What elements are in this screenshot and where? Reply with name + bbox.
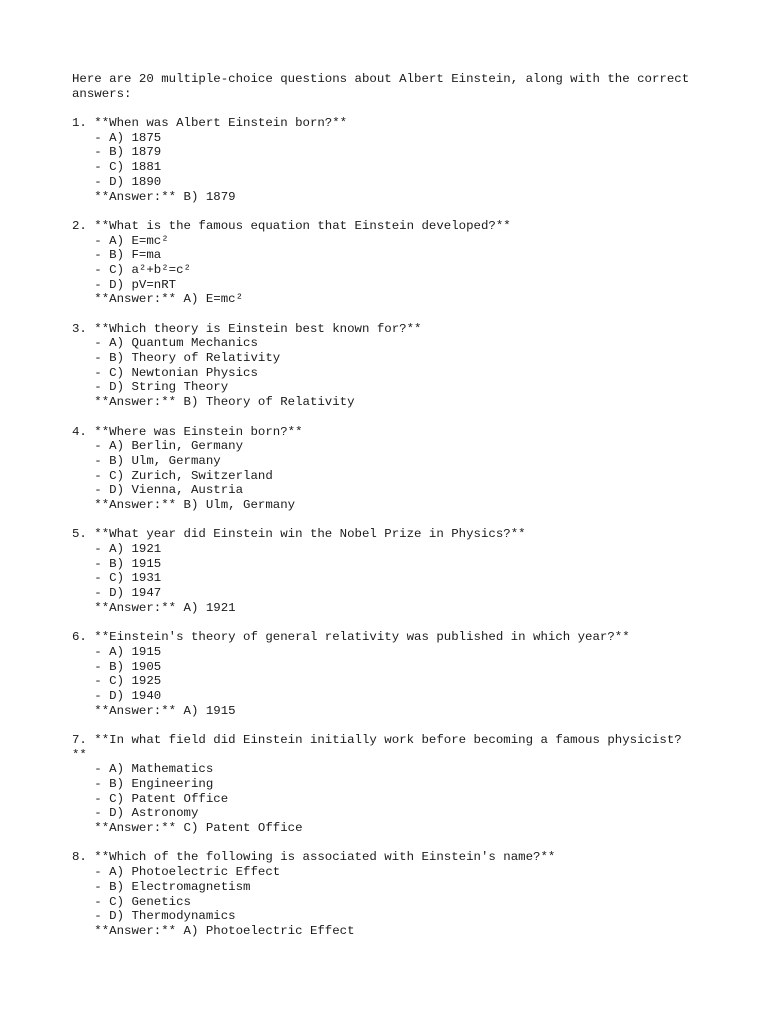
intro-line: Here are 20 multiple-choice questions about Albert Einstein, along with the correct bbox=[72, 72, 690, 86]
question-block bbox=[72, 322, 712, 410]
paragraph-gap bbox=[72, 836, 712, 851]
option-c: - C) Zurich, Switzerland bbox=[72, 468, 273, 483]
question-block bbox=[72, 527, 712, 615]
document-page bbox=[72, 72, 712, 939]
answer-line: **Answer:** A) E=mc² bbox=[72, 292, 244, 307]
option-c: - C) 1881 bbox=[72, 160, 162, 175]
option-c: - C) Patent Office bbox=[72, 791, 229, 806]
answer-line: **Answer:** A) 1921 bbox=[72, 600, 236, 615]
answer-line: **Answer:** B) Theory of Relativity bbox=[72, 395, 355, 410]
question-block bbox=[72, 219, 712, 307]
option-a: - A) 1921 bbox=[72, 542, 162, 556]
question-text: 5. **What year did Einstein win the Nobel Prize in Physics?** bbox=[72, 527, 526, 542]
option-d: - D) Vienna, Austria bbox=[72, 483, 244, 498]
question-text: 2. **What is the famous equation that Einstein developed?** bbox=[72, 218, 511, 233]
paragraph-gap bbox=[72, 204, 712, 219]
paragraph-gap bbox=[72, 307, 712, 322]
option-a: - A) 1875 bbox=[72, 130, 162, 145]
option-d: - D) 1890 bbox=[72, 174, 162, 189]
option-c: - C) 1925 bbox=[72, 674, 162, 689]
paragraph-gap bbox=[72, 410, 712, 425]
option-b: - B) 1915 bbox=[72, 556, 162, 571]
answer-line: **Answer:** A) 1915 bbox=[72, 703, 236, 718]
question-text: 8. **Which of the following is associated with Einstein's name?** bbox=[72, 850, 556, 865]
option-a: - A) Photoelectric Effect bbox=[72, 865, 281, 880]
option-a: - A) Quantum Mechanics bbox=[72, 336, 258, 351]
question-block bbox=[72, 733, 712, 836]
answer-line: **Answer:** B) 1879 bbox=[72, 189, 236, 204]
answer-line: **Answer:** B) Ulm, Germany bbox=[72, 497, 296, 512]
option-a: - A) E=mc² bbox=[72, 233, 169, 248]
option-b: - B) 1879 bbox=[72, 145, 162, 160]
question-block bbox=[72, 850, 712, 938]
intro-line: answers: bbox=[72, 86, 132, 101]
option-d: - D) 1940 bbox=[72, 688, 162, 703]
option-d: - D) 1947 bbox=[72, 586, 162, 601]
paragraph-gap bbox=[72, 101, 712, 116]
option-a: - A) Berlin, Germany bbox=[72, 439, 244, 454]
option-b: - B) 1905 bbox=[72, 659, 162, 674]
option-c: - C) a²+b²=c² bbox=[72, 262, 191, 277]
paragraph-gap bbox=[72, 718, 712, 733]
intro-paragraph bbox=[72, 72, 712, 101]
option-a: - A) Mathematics bbox=[72, 762, 214, 777]
question-text-continued: ** bbox=[72, 747, 87, 762]
option-d: - D) pV=nRT bbox=[72, 277, 177, 292]
option-b: - B) Theory of Relativity bbox=[72, 351, 281, 366]
option-d: - D) Thermodynamics bbox=[72, 909, 236, 924]
option-b: - B) F=ma bbox=[72, 248, 162, 263]
question-block bbox=[72, 630, 712, 718]
question-text: 6. **Einstein's theory of general relativity was published in which year?** bbox=[72, 630, 630, 645]
option-d: - D) Astronomy bbox=[72, 806, 199, 821]
option-d: - D) String Theory bbox=[72, 380, 229, 395]
question-text: 7. **In what field did Einstein initially work before becoming a famous physicist? bbox=[72, 732, 682, 747]
paragraph-gap bbox=[72, 513, 712, 528]
question-text: 1. **When was Albert Einstein born?** bbox=[72, 116, 348, 131]
answer-line: **Answer:** A) Photoelectric Effect bbox=[72, 923, 355, 938]
question-text: 3. **Which theory is Einstein best known for?** bbox=[72, 321, 422, 336]
option-c: - C) 1931 bbox=[72, 571, 162, 586]
answer-line: **Answer:** C) Patent Office bbox=[72, 821, 303, 836]
option-b: - B) Engineering bbox=[72, 777, 214, 791]
option-a: - A) 1915 bbox=[72, 644, 162, 659]
option-c: - C) Genetics bbox=[72, 894, 191, 909]
option-b: - B) Ulm, Germany bbox=[72, 453, 221, 468]
question-block bbox=[72, 116, 712, 204]
paragraph-gap bbox=[72, 615, 712, 630]
option-b: - B) Electromagnetism bbox=[72, 879, 251, 894]
option-c: - C) Newtonian Physics bbox=[72, 365, 258, 380]
question-block bbox=[72, 425, 712, 513]
question-text: 4. **Where was Einstein born?** bbox=[72, 424, 303, 439]
